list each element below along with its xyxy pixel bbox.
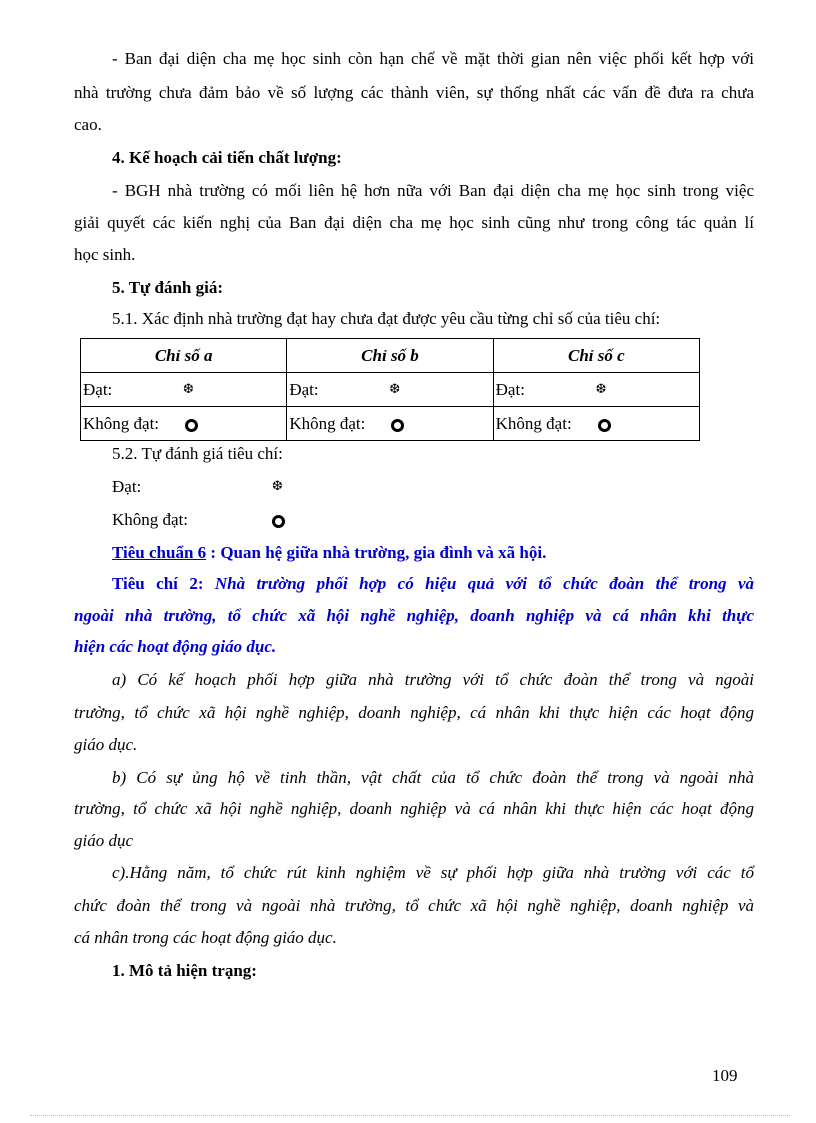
snowflake-icon: ❆	[272, 479, 283, 494]
table-header-a: Chỉ số a	[81, 339, 287, 373]
item-a-line-3: giáo dục.	[74, 735, 138, 754]
table-row-khong-dat	[81, 407, 700, 441]
item-a-line-1: a) Có kế hoạch phối hợp giữa nhà trường với tổ chức đoàn thể trong và ngoài	[112, 670, 754, 689]
snowflake-icon: ❆	[389, 382, 401, 397]
standard-title: : Quan hệ giữa nhà trường, gia đình và xã hội.	[206, 543, 547, 562]
footer-divider	[30, 1115, 790, 1116]
ring-icon	[391, 407, 404, 440]
intro-line-3: cao.	[74, 115, 102, 134]
item-b-line-2: trường, tổ chức xã hội nghề nghiệp, doanh nghiệp và cá nhân khi thực hiện các hoạt động	[74, 799, 754, 818]
standard-link[interactable]: Tiêu chuẩn 6	[112, 543, 207, 562]
cell-dat-c	[493, 373, 699, 407]
table-row-dat	[81, 373, 700, 407]
ring-icon	[185, 407, 198, 440]
standard-heading	[112, 542, 546, 564]
section-5-2-heading: 5.2. Tự đánh giá tiêu chí:	[112, 444, 283, 463]
section-4-line-3: học sinh.	[74, 245, 136, 264]
cell-dat-b	[287, 373, 493, 407]
criterion-title-1: Nhà trường phối hợp có hiệu quả với tổ chức đoàn thể trong và	[214, 574, 754, 593]
criterion-line-1	[112, 573, 754, 595]
criteria-table	[80, 338, 700, 441]
self-eval-khong-dat-label: Không đạt:	[112, 510, 189, 529]
item-a-line-2: trường, tổ chức xã hội nghề nghiệp, doanh nghiệp, cá nhân khi thực hiện các hoạt động	[74, 703, 754, 722]
snowflake-icon: ❆	[183, 382, 194, 397]
table-header-row	[81, 339, 700, 373]
section-5-1-heading: 5.1. Xác định nhà trường đạt hay chưa đạt được yêu cầu từng chỉ số của tiêu chí:	[112, 309, 661, 328]
item-c-line-1: c).Hằng năm, tổ chức rút kinh nghiệm về sự phối hợp giữa nhà trường với các tổ	[112, 863, 754, 882]
self-eval-dat-label: Đạt:	[112, 477, 142, 496]
khong-dat-label: Không đạt:	[289, 414, 366, 433]
criterion-line-3: hiện các hoạt động giáo dục.	[74, 637, 277, 656]
section-5-heading: 5. Tự đánh giá:	[112, 278, 223, 297]
criterion-prefix: Tiêu chí 2:	[112, 574, 215, 593]
snowflake-icon: ❆	[595, 382, 607, 397]
khong-dat-label: Không đạt:	[83, 414, 160, 433]
item-b-line-1: b) Có sự ủng hộ về tinh thần, vật chất của tổ chức đoàn thể trong và ngoài nhà	[112, 768, 754, 787]
item-c-line-3: cá nhân trong các hoạt động giáo dục.	[74, 928, 337, 947]
dat-label: Đạt:	[289, 380, 319, 399]
table-header-c: Chỉ số c	[493, 339, 699, 373]
table-header-b: Chỉ số b	[287, 339, 493, 373]
section-1-heading: 1. Mô tả hiện trạng:	[112, 961, 257, 980]
cell-khong-dat-c	[493, 407, 699, 441]
item-c-line-2: chức đoàn thể trong và ngoài nhà trường, tổ chức xã hội nghề nghiệp, doanh nghiệp và	[74, 896, 754, 915]
item-b-line-3: giáo dục	[74, 831, 134, 850]
intro-line-1: - Ban đại diện cha mẹ học sinh còn hạn chế về mặt thời gian nên việc phối kết hợp với	[112, 49, 754, 68]
ring-icon	[598, 407, 611, 440]
intro-line-2: nhà trường chưa đảm bảo về số lượng các thành viên, sự thống nhất các vấn đề đưa ra chưa	[74, 83, 754, 102]
section-4-heading: 4. Kế hoạch cải tiến chất lượng:	[112, 148, 342, 167]
page-number: 109	[712, 1066, 738, 1085]
section-4-line-2: giải quyết các kiến nghị của Ban đại diện cha mẹ học sinh cũng như trong công tác quản lí	[74, 213, 754, 232]
cell-dat-a	[81, 373, 287, 407]
khong-dat-label: Không đạt:	[495, 414, 572, 433]
dat-label: Đạt:	[83, 380, 113, 399]
cell-khong-dat-b	[287, 407, 493, 441]
criterion-line-2: ngoài nhà trường, tổ chức xã hội nghề nghiệp, doanh nghiệp và cá nhân khi thực	[74, 606, 754, 625]
dat-label: Đạt:	[495, 380, 525, 399]
ring-icon	[272, 509, 285, 531]
cell-khong-dat-a	[81, 407, 287, 441]
section-4-line-1: - BGH nhà trường có mối liên hệ hơn nữa với Ban đại diện cha mẹ học sinh trong việc	[112, 181, 754, 200]
